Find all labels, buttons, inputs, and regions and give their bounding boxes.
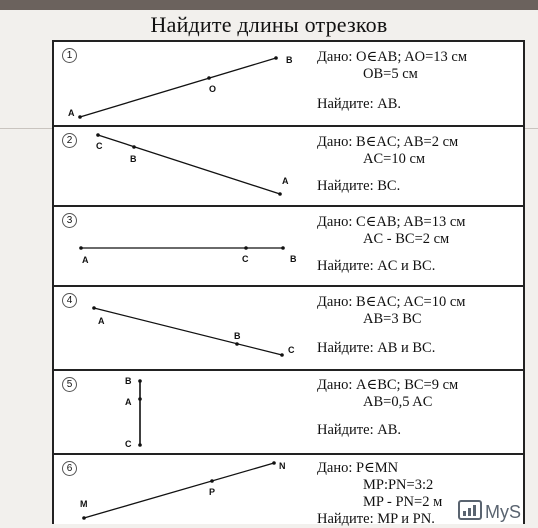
given-line: MP - PN=2 м	[363, 494, 443, 510]
point-label-c: C	[96, 141, 103, 151]
point-label-m: M	[80, 499, 88, 509]
point-label-c: C	[125, 439, 132, 449]
given-block-6	[317, 460, 442, 511]
slide-top-bar	[0, 0, 538, 10]
find-text-4: Найдите: AB и BC.	[317, 340, 436, 356]
given-line: AB=0,5 AC	[363, 394, 433, 410]
task-number-1: 1	[62, 48, 77, 63]
point-label-c: C	[242, 254, 249, 264]
figure-2	[54, 127, 314, 207]
worksheet-table	[52, 40, 525, 527]
given-block-2	[317, 134, 458, 168]
task-number-2: 2	[62, 133, 77, 148]
figure-1	[54, 42, 314, 127]
point-label-a: A	[98, 316, 105, 326]
task-number-5: 5	[62, 377, 77, 392]
point-label-p: P	[209, 487, 216, 497]
given-line: Дано: O∈AB; AO=13 см	[317, 49, 468, 65]
find-text-6: Найдите: MP и PN.	[317, 511, 435, 527]
point-label-b: B	[290, 254, 297, 264]
given-line: AC - BC=2 см	[363, 231, 450, 247]
task-row-3	[54, 207, 523, 287]
task-number-6: 6	[62, 461, 77, 476]
point-label-a: A	[68, 108, 75, 118]
page-title: Найдите длины отрезков	[150, 12, 388, 37]
given-line: MP:PN=3:2	[363, 477, 434, 493]
watermark-text: MyS	[485, 502, 521, 522]
given-block-3	[317, 214, 465, 248]
point-label-a: A	[125, 397, 132, 407]
given-line: Дано: B∈AC; AB=2 см	[317, 134, 459, 150]
given-block-5	[317, 377, 458, 411]
point-label-b: B	[286, 55, 293, 65]
task-row-5	[54, 371, 523, 455]
point-label-n: N	[279, 461, 286, 471]
task-row-6	[54, 455, 523, 526]
point-label-c: C	[288, 345, 295, 355]
given-line: Дано: A∈BC; BC=9 см	[317, 377, 459, 393]
chart-icon	[458, 500, 482, 520]
task-number-3: 3	[62, 213, 77, 228]
point-label-b: B	[125, 376, 132, 386]
figure-5	[54, 371, 314, 455]
find-text-2: Найдите: BC.	[317, 178, 401, 194]
figure-3	[54, 207, 314, 287]
given-line: AC=10 см	[363, 151, 426, 167]
watermark	[458, 500, 521, 523]
given-line: AB=3 BC	[363, 311, 422, 327]
given-line: Дано: C∈AB; AB=13 см	[317, 214, 466, 230]
point-label-b: B	[130, 154, 137, 164]
point-label-a: A	[82, 255, 89, 265]
point-label-a: A	[282, 176, 289, 186]
given-block-1	[317, 49, 467, 83]
figure-4	[54, 287, 314, 371]
find-text-3: Найдите: AC и BC.	[317, 258, 436, 274]
task-number-4: 4	[62, 293, 77, 308]
given-line: Дано: B∈AC; AC=10 см	[317, 294, 466, 310]
given-block-4	[317, 294, 465, 328]
find-text-5: Найдите: AB.	[317, 422, 401, 438]
task-row-4	[54, 287, 523, 371]
task-row-2	[54, 127, 523, 207]
find-text-1: Найдите: AB.	[317, 96, 401, 112]
point-label-o: O	[209, 84, 217, 94]
figure-6	[54, 455, 314, 526]
given-line: Дано: P∈MN	[317, 460, 399, 476]
point-label-b: B	[234, 331, 241, 341]
task-row-1	[54, 42, 523, 127]
given-line: OB=5 см	[363, 66, 418, 82]
